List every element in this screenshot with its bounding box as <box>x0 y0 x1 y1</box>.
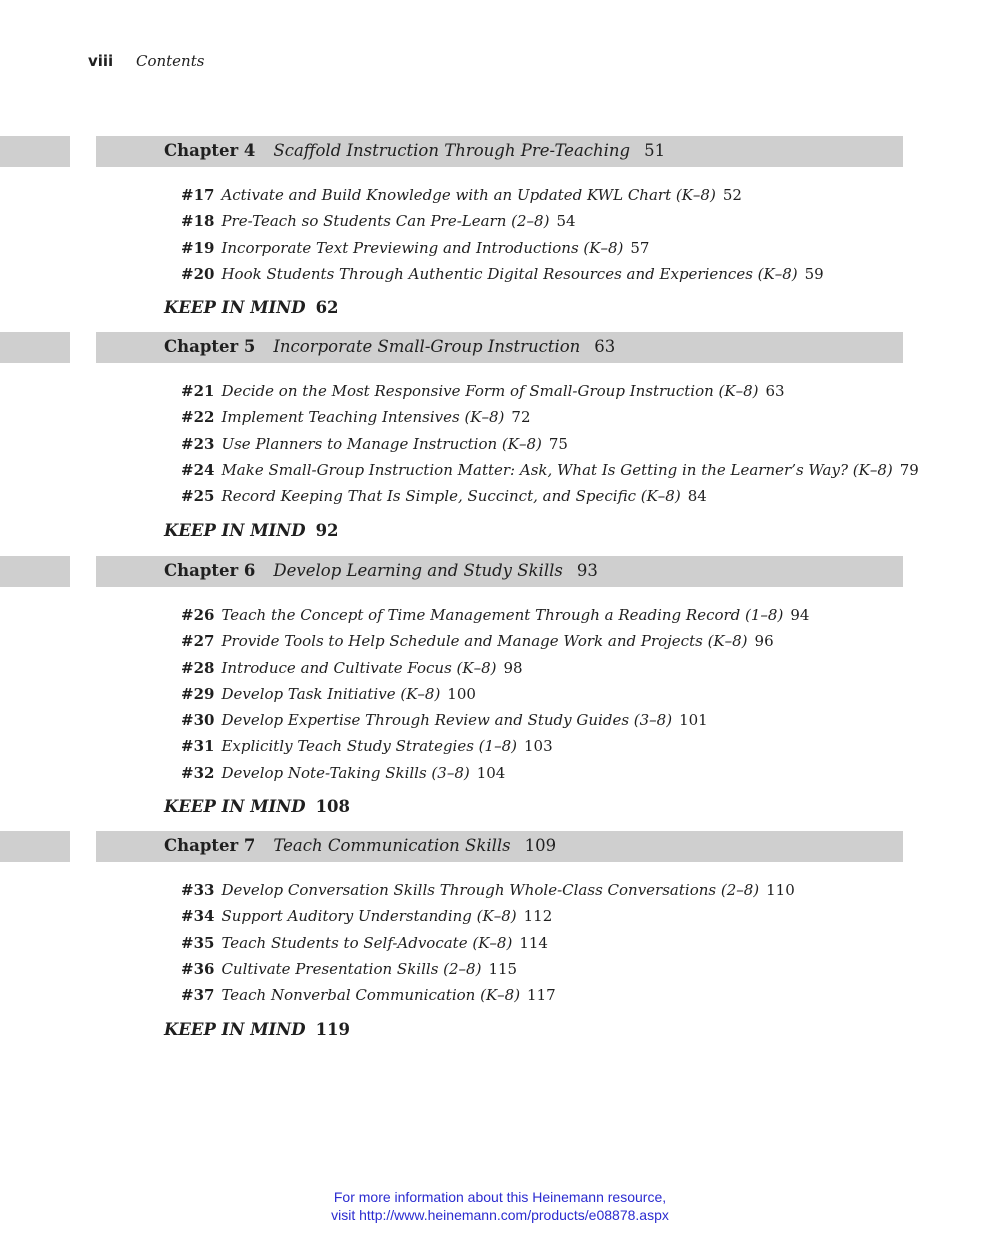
entry-number: #35 <box>181 933 215 952</box>
chapter-heading <box>164 141 665 160</box>
entry-page: 94 <box>790 606 810 624</box>
toc-entry[interactable] <box>181 685 809 711</box>
entry-page: 117 <box>527 986 556 1005</box>
chapter-label: Chapter 5 <box>164 337 256 356</box>
entry-title: Develop Task Initiative (K–8) <box>221 684 441 703</box>
chapter-label: Chapter 4 <box>164 141 256 160</box>
entry-title: Implement Teaching Intensives (K–8) <box>221 408 505 427</box>
entry-number: #24 <box>181 460 215 479</box>
entry-number: #31 <box>181 737 215 756</box>
keep-in-mind-label: KEEP IN MIND <box>164 1020 306 1039</box>
entry-title: Teach the Concept of Time Management Through a Reading Record (1–8) <box>221 606 784 624</box>
chapter-title: Develop Learning and Study Skills <box>273 561 563 580</box>
entry-title: Incorporate Text Previewing and Introductions (K–8) <box>221 238 624 257</box>
toc-entry[interactable] <box>181 186 824 212</box>
entry-number: #26 <box>181 606 215 624</box>
entry-number: #33 <box>181 881 215 899</box>
entry-list <box>181 881 795 1012</box>
entry-title: Develop Note-Taking Skills (3–8) <box>221 763 470 782</box>
entry-page: 98 <box>503 658 523 677</box>
chapter-tab-bar <box>0 136 70 167</box>
entry-page: 103 <box>523 737 553 756</box>
keep-in-mind[interactable] <box>164 1020 350 1039</box>
chapter-tab-bar <box>0 332 70 363</box>
toc-entry[interactable] <box>181 487 919 513</box>
keep-in-mind[interactable] <box>164 797 350 816</box>
entry-title: Use Planners to Manage Instruction (K–8) <box>221 434 542 453</box>
chapter-title: Incorporate Small-Group Instruction <box>273 337 581 356</box>
entry-list <box>181 382 919 513</box>
toc-entry[interactable] <box>181 606 809 632</box>
entry-number: #21 <box>181 382 215 400</box>
keep-in-mind-page: 108 <box>315 797 351 816</box>
entry-number: #23 <box>181 434 215 453</box>
toc-entry[interactable] <box>181 934 795 960</box>
entry-title: Decide on the Most Responsive Form of Small-Group Instruction (K–8) <box>221 382 759 400</box>
entry-number: #27 <box>181 632 215 651</box>
toc-entry[interactable] <box>181 907 795 933</box>
entry-page: 52 <box>722 186 742 204</box>
chapter-heading <box>164 561 598 580</box>
keep-in-mind-page: 92 <box>315 521 339 540</box>
entry-page: 79 <box>899 460 919 479</box>
entry-page: 72 <box>511 408 531 427</box>
toc-entry[interactable] <box>181 382 919 408</box>
chapter-tab-bar <box>0 556 70 587</box>
entry-page: 110 <box>766 881 795 899</box>
toc-entry[interactable] <box>181 212 824 238</box>
entry-title: Pre-Teach so Students Can Pre-Learn (2–8) <box>221 212 550 231</box>
entry-title: Activate and Build Knowledge with an Updated KWL Chart (K–8) <box>221 186 716 204</box>
entry-title: Cultivate Presentation Skills (2–8) <box>221 959 482 978</box>
toc-entry[interactable] <box>181 435 919 461</box>
toc-entry[interactable] <box>181 764 809 790</box>
entry-page: 112 <box>523 907 553 926</box>
toc-entry[interactable] <box>181 986 795 1012</box>
entry-number: #36 <box>181 959 215 978</box>
keep-in-mind-label: KEEP IN MIND <box>164 797 306 816</box>
entry-title: Develop Expertise Through Review and Study Guides (3–8) <box>221 711 673 730</box>
toc-entry[interactable] <box>181 239 824 265</box>
entry-title: Introduce and Cultivate Focus (K–8) <box>221 658 497 677</box>
entry-title: Hook Students Through Authentic Digital Resources and Experiences (K–8) <box>221 264 798 283</box>
entry-number: #37 <box>181 986 215 1005</box>
entry-title: Make Small-Group Instruction Matter: Ask, What Is Getting in the Learner’s Way? (K–8) <box>221 460 893 479</box>
entry-page: 115 <box>488 959 518 978</box>
entry-number: #25 <box>181 487 215 506</box>
toc-entry[interactable] <box>181 265 824 291</box>
entry-page: 96 <box>754 632 774 651</box>
entry-page: 57 <box>630 238 650 257</box>
entry-number: #28 <box>181 658 215 677</box>
footer-line-1: For more information about this Heinemann resource, <box>333 1189 667 1205</box>
toc-entry[interactable] <box>181 711 809 737</box>
entry-page: 114 <box>519 933 548 952</box>
toc-entry[interactable] <box>181 461 919 487</box>
entry-list <box>181 606 809 790</box>
entry-page: 63 <box>765 382 785 400</box>
chapter-tab-bar <box>0 831 70 862</box>
entry-page: 100 <box>447 684 476 703</box>
keep-in-mind[interactable] <box>164 298 339 317</box>
chapter-page: 93 <box>576 561 598 580</box>
chapter-heading <box>164 337 615 356</box>
entry-number: #32 <box>181 763 215 782</box>
keep-in-mind-page: 119 <box>315 1020 351 1039</box>
chapter-page: 63 <box>594 337 616 356</box>
footer-url-line[interactable]: visit http://www.heinemann.com/products/e08878.aspx <box>331 1207 669 1223</box>
chapter-label: Chapter 6 <box>164 561 256 580</box>
entry-number: #34 <box>181 907 215 926</box>
keep-in-mind-label: KEEP IN MIND <box>164 521 306 540</box>
entry-page: 101 <box>679 711 708 730</box>
toc-entry[interactable] <box>181 408 919 434</box>
entry-number: #19 <box>181 238 215 257</box>
footer-link-notice[interactable] <box>0 1188 1000 1224</box>
keep-in-mind-page: 62 <box>315 298 339 317</box>
toc-entry[interactable] <box>181 659 809 685</box>
running-head <box>88 52 204 70</box>
entry-title: Develop Conversation Skills Through Whole-Class Conversations (2–8) <box>221 881 760 899</box>
entry-title: Provide Tools to Help Schedule and Manage Work and Projects (K–8) <box>221 632 748 651</box>
keep-in-mind[interactable] <box>164 521 339 540</box>
keep-in-mind-label: KEEP IN MIND <box>164 298 306 317</box>
chapter-title: Teach Communication Skills <box>273 836 511 855</box>
chapter-page: 109 <box>524 836 557 855</box>
chapter-label: Chapter 7 <box>164 836 256 855</box>
running-title: Contents <box>135 52 205 70</box>
toc-entry[interactable] <box>181 737 809 763</box>
entry-title: Support Auditory Understanding (K–8) <box>221 907 517 926</box>
entry-page: 59 <box>804 264 824 283</box>
entry-title: Explicitly Teach Study Strategies (1–8) <box>221 737 517 756</box>
entry-number: #29 <box>181 684 215 703</box>
entry-number: #17 <box>181 186 215 204</box>
entry-title: Teach Students to Self-Advocate (K–8) <box>221 933 513 952</box>
entry-list <box>181 186 824 291</box>
entry-number: #22 <box>181 408 215 427</box>
entry-page: 75 <box>548 434 568 453</box>
toc-entry[interactable] <box>181 881 795 907</box>
entry-number: #20 <box>181 264 215 283</box>
entry-title: Teach Nonverbal Communication (K–8) <box>221 986 521 1005</box>
entry-page: 84 <box>687 487 707 506</box>
chapter-heading <box>164 836 556 855</box>
chapter-title: Scaffold Instruction Through Pre-Teaching <box>273 141 631 160</box>
entry-page: 54 <box>556 212 576 231</box>
entry-number: #18 <box>181 212 215 231</box>
toc-entry[interactable] <box>181 960 795 986</box>
toc-entry[interactable] <box>181 632 809 658</box>
entry-page: 104 <box>476 763 506 782</box>
page-number: viii <box>88 52 114 70</box>
chapter-page: 51 <box>644 141 666 160</box>
entry-title: Record Keeping That Is Simple, Succinct, and Specific (K–8) <box>221 487 681 506</box>
entry-number: #30 <box>181 711 215 730</box>
